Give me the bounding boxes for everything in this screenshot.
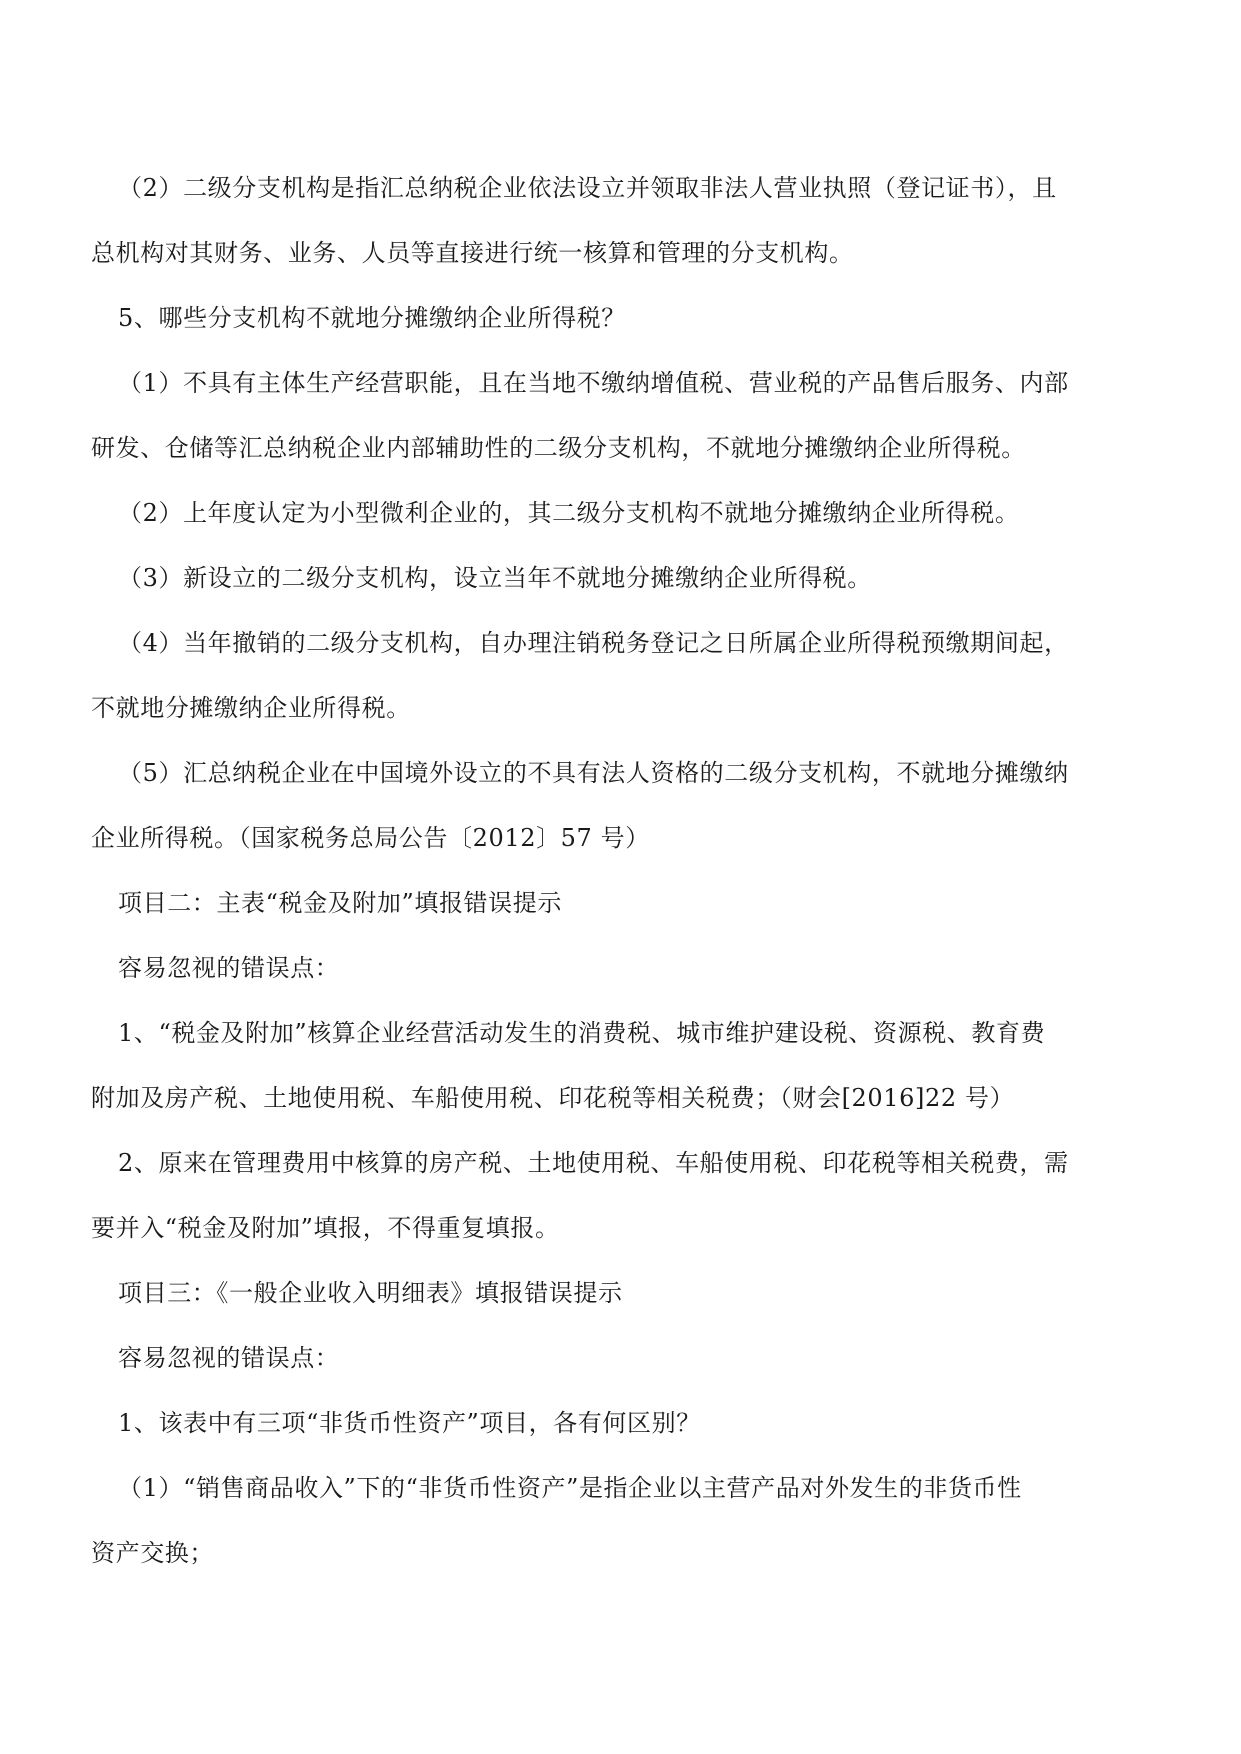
paragraph-first-line: 项目三：《一般企业收入明细表》填报错误提示 bbox=[118, 1279, 623, 1307]
paragraph-continuation-line: 要并入“税金及附加”填报，不得重复填报。 bbox=[91, 1214, 560, 1242]
paragraph bbox=[91, 546, 1157, 611]
paragraph bbox=[91, 1456, 1157, 1586]
paragraph bbox=[91, 1261, 1157, 1326]
paragraph-first-line: 5、哪些分支机构不就地分摊缴纳企业所得税？ bbox=[118, 304, 626, 332]
paragraph bbox=[91, 871, 1157, 936]
paragraph-continuation-line: 总机构对其财务、业务、人员等直接进行统一核算和管理的分支机构。 bbox=[91, 239, 854, 267]
paragraph-continuation-line: 附加及房产税、土地使用税、车船使用税、印花税等相关税费；（财会[2016]22 号） bbox=[91, 1084, 1015, 1112]
paragraph bbox=[91, 936, 1157, 1001]
paragraph bbox=[91, 286, 1157, 351]
paragraph-first-line: 容易忽视的错误点： bbox=[118, 1344, 340, 1372]
paragraph bbox=[91, 741, 1157, 871]
paragraph-continuation-line: 研发、仓储等汇总纳税企业内部辅助性的二级分支机构，不就地分摊缴纳企业所得税。 bbox=[91, 434, 1026, 462]
document-page bbox=[91, 156, 1157, 1586]
paragraph-first-line: （4）当年撤销的二级分支机构，自办理注销税务登记之日所属企业所得税预缴期间起， bbox=[118, 629, 1069, 657]
paragraph-first-line: 容易忽视的错误点： bbox=[118, 954, 340, 982]
paragraph-first-line: （3）新设立的二级分支机构，设立当年不就地分摊缴纳企业所得税。 bbox=[118, 564, 872, 592]
paragraph-first-line: （2）二级分支机构是指汇总纳税企业依法设立并领取非法人营业执照（登记证书），且 bbox=[118, 174, 1057, 202]
paragraph-first-line: （5）汇总纳税企业在中国境外设立的不具有法人资格的二级分支机构，不就地分摊缴纳 bbox=[118, 759, 1069, 787]
paragraph-first-line: 1、该表中有三项“非货币性资产”项目，各有何区别？ bbox=[118, 1409, 701, 1437]
paragraph-first-line: 项目二：主表“税金及附加”填报错误提示 bbox=[118, 889, 562, 917]
paragraph bbox=[91, 1326, 1157, 1391]
paragraph bbox=[91, 1131, 1157, 1261]
paragraph-first-line: （1）“销售商品收入”下的“非货币性资产”是指企业以主营产品对外发生的非货币性 bbox=[118, 1474, 1022, 1502]
paragraph bbox=[91, 481, 1157, 546]
paragraph-first-line: 2、原来在管理费用中核算的房产税、土地使用税、车船使用税、印花税等相关税费，需 bbox=[118, 1149, 1069, 1177]
paragraph bbox=[91, 1001, 1157, 1131]
paragraph-continuation-line: 资产交换； bbox=[91, 1539, 214, 1567]
paragraph-first-line: （2）上年度认定为小型微利企业的，其二级分支机构不就地分摊缴纳企业所得税。 bbox=[118, 499, 1020, 527]
paragraph-continuation-line: 不就地分摊缴纳企业所得税。 bbox=[91, 694, 411, 722]
paragraph-first-line: （1）不具有主体生产经营职能，且在当地不缴纳增值税、营业税的产品售后服务、内部 bbox=[118, 369, 1069, 397]
paragraph bbox=[91, 351, 1157, 481]
paragraph-first-line: 1、“税金及附加”核算企业经营活动发生的消费税、城市维护建设税、资源税、教育费 bbox=[118, 1019, 1046, 1047]
paragraph bbox=[91, 1391, 1157, 1456]
paragraph-continuation-line: 企业所得税。（国家税务总局公告〔2012〕57 号） bbox=[91, 824, 650, 852]
paragraph bbox=[91, 611, 1157, 741]
paragraph bbox=[91, 156, 1157, 286]
